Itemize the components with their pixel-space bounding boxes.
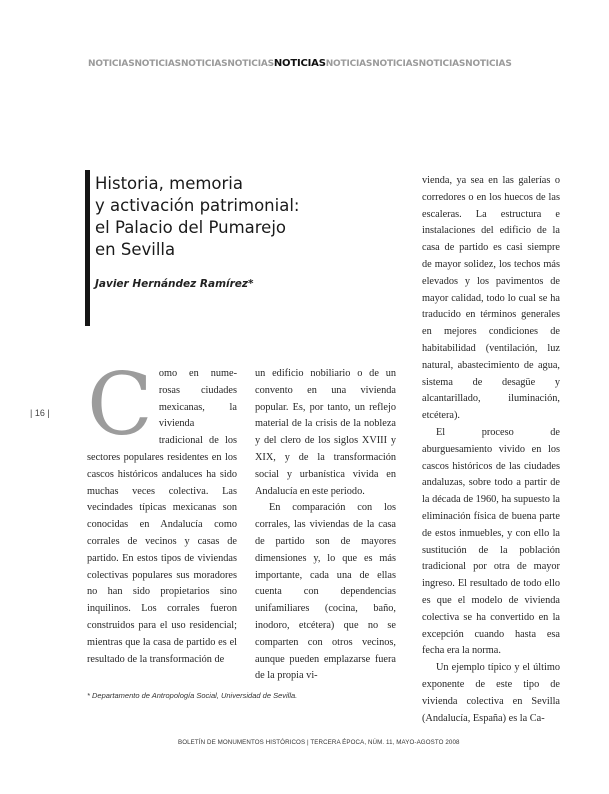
header-repeat-left: NOTICIASNOTICIASNOTICIASNOTICIAS	[88, 59, 274, 69]
title-accent-bar	[85, 170, 90, 326]
paragraph: vienda, ya sea en las galerías o corredores o en los huecos de las escaleras. La estructura e instalaciones del edificio de la casa de partido es casi siempre de mayor solidez, los techos más elevados y los pavimentos de mayor calidad, todo lo cual se ha traducido en términos generales en mejores condiciones de habitabilidad (ventilación, luz natural, abastecimiento de agua, sistema de desagüe y alcantarillado, iluminación, etcétera).	[422, 175, 560, 422]
paragraph: Un ejemplo típico y el último exponente de este tipo de vivienda colectiva en Sevilla (Andalucía, España) es la Ca-	[422, 662, 560, 724]
article-title	[95, 173, 310, 261]
paragraph-start: omo en nume-	[158, 368, 237, 379]
paragraph: En comparación con los corrales, las viviendas de la casa de partido son de mayores dimensiones y, lo que es más importante, cada una de ellas cuenta con dependencias unifamiliares (cocina, baño, inodoro, etcétera) que no se comparten con otros vecinos, aunque pueden emplazarse fuera de la propia vi-	[255, 502, 396, 682]
header-repeat-right: NOTICIASNOTICIASNOTICIASNOTICIAS	[325, 59, 512, 69]
body-column-1	[87, 355, 237, 668]
page-footer: BOLETÍN DE MONUMENTOS HISTÓRICOS | TERCERA ÉPOCA, NÚM. 11, MAYO-AGOSTO 2008	[178, 739, 460, 746]
paragraph: un edificio nobiliario o de un convento en una vivienda popular. Es, por tanto, un reflejo material de la crisis de la nobleza y del clero de los siglos XVIII y XIX, y de la transformación social y urbanística vivida en Andalucía en este periodo.	[255, 368, 396, 497]
title-line: en Sevilla	[95, 240, 176, 259]
paragraph-text: rosas ciudades mexicanas, la vivienda tradicional de los sectores populares residentes en los cascos históricos andaluces ha sido muchas veces colectiva. Las vecindades típicas mexicanas son conocidas en Andalucía como corrales de vecinos y casas de partido. En estos tipos de viviendas colectivas populares sus moradores no han sido propietarios sino inquilinos. Los corrales fueron construidos para el uso residencial; mientras que la casa de partido es el resultado de la transformación de	[87, 384, 237, 665]
title-line: el Palacio del Pumarejo	[95, 218, 286, 237]
body-column-3	[422, 173, 560, 727]
paragraph: El proceso de aburguesamiento vivido en los cascos históricos de las ciudades andaluzas, sobre todo a partir de la década de 1960, ha supuesto la eliminación física de buena parte de estos inmuebles, y con ello la sustitución de la población tradicional por otra de mayor ingreso. El resultado de todo ello es que el modelo de vivienda colectiva se ha convertido en la excepción cuando hasta esa fecha era la norma.	[422, 426, 560, 657]
header-highlight: NOTICIAS	[273, 58, 326, 69]
article-author: Javier Hernández Ramírez*	[95, 278, 254, 290]
title-line: Historia, memoria	[95, 174, 243, 193]
section-header-band	[88, 58, 558, 69]
page-number: | 16 |	[30, 408, 50, 418]
title-line: y activación patrimonial:	[95, 196, 300, 215]
body-column-2	[255, 366, 396, 685]
drop-cap: C	[87, 355, 153, 455]
footnote: * Departamento de Antropología Social, Universidad de Sevilla.	[87, 691, 298, 700]
